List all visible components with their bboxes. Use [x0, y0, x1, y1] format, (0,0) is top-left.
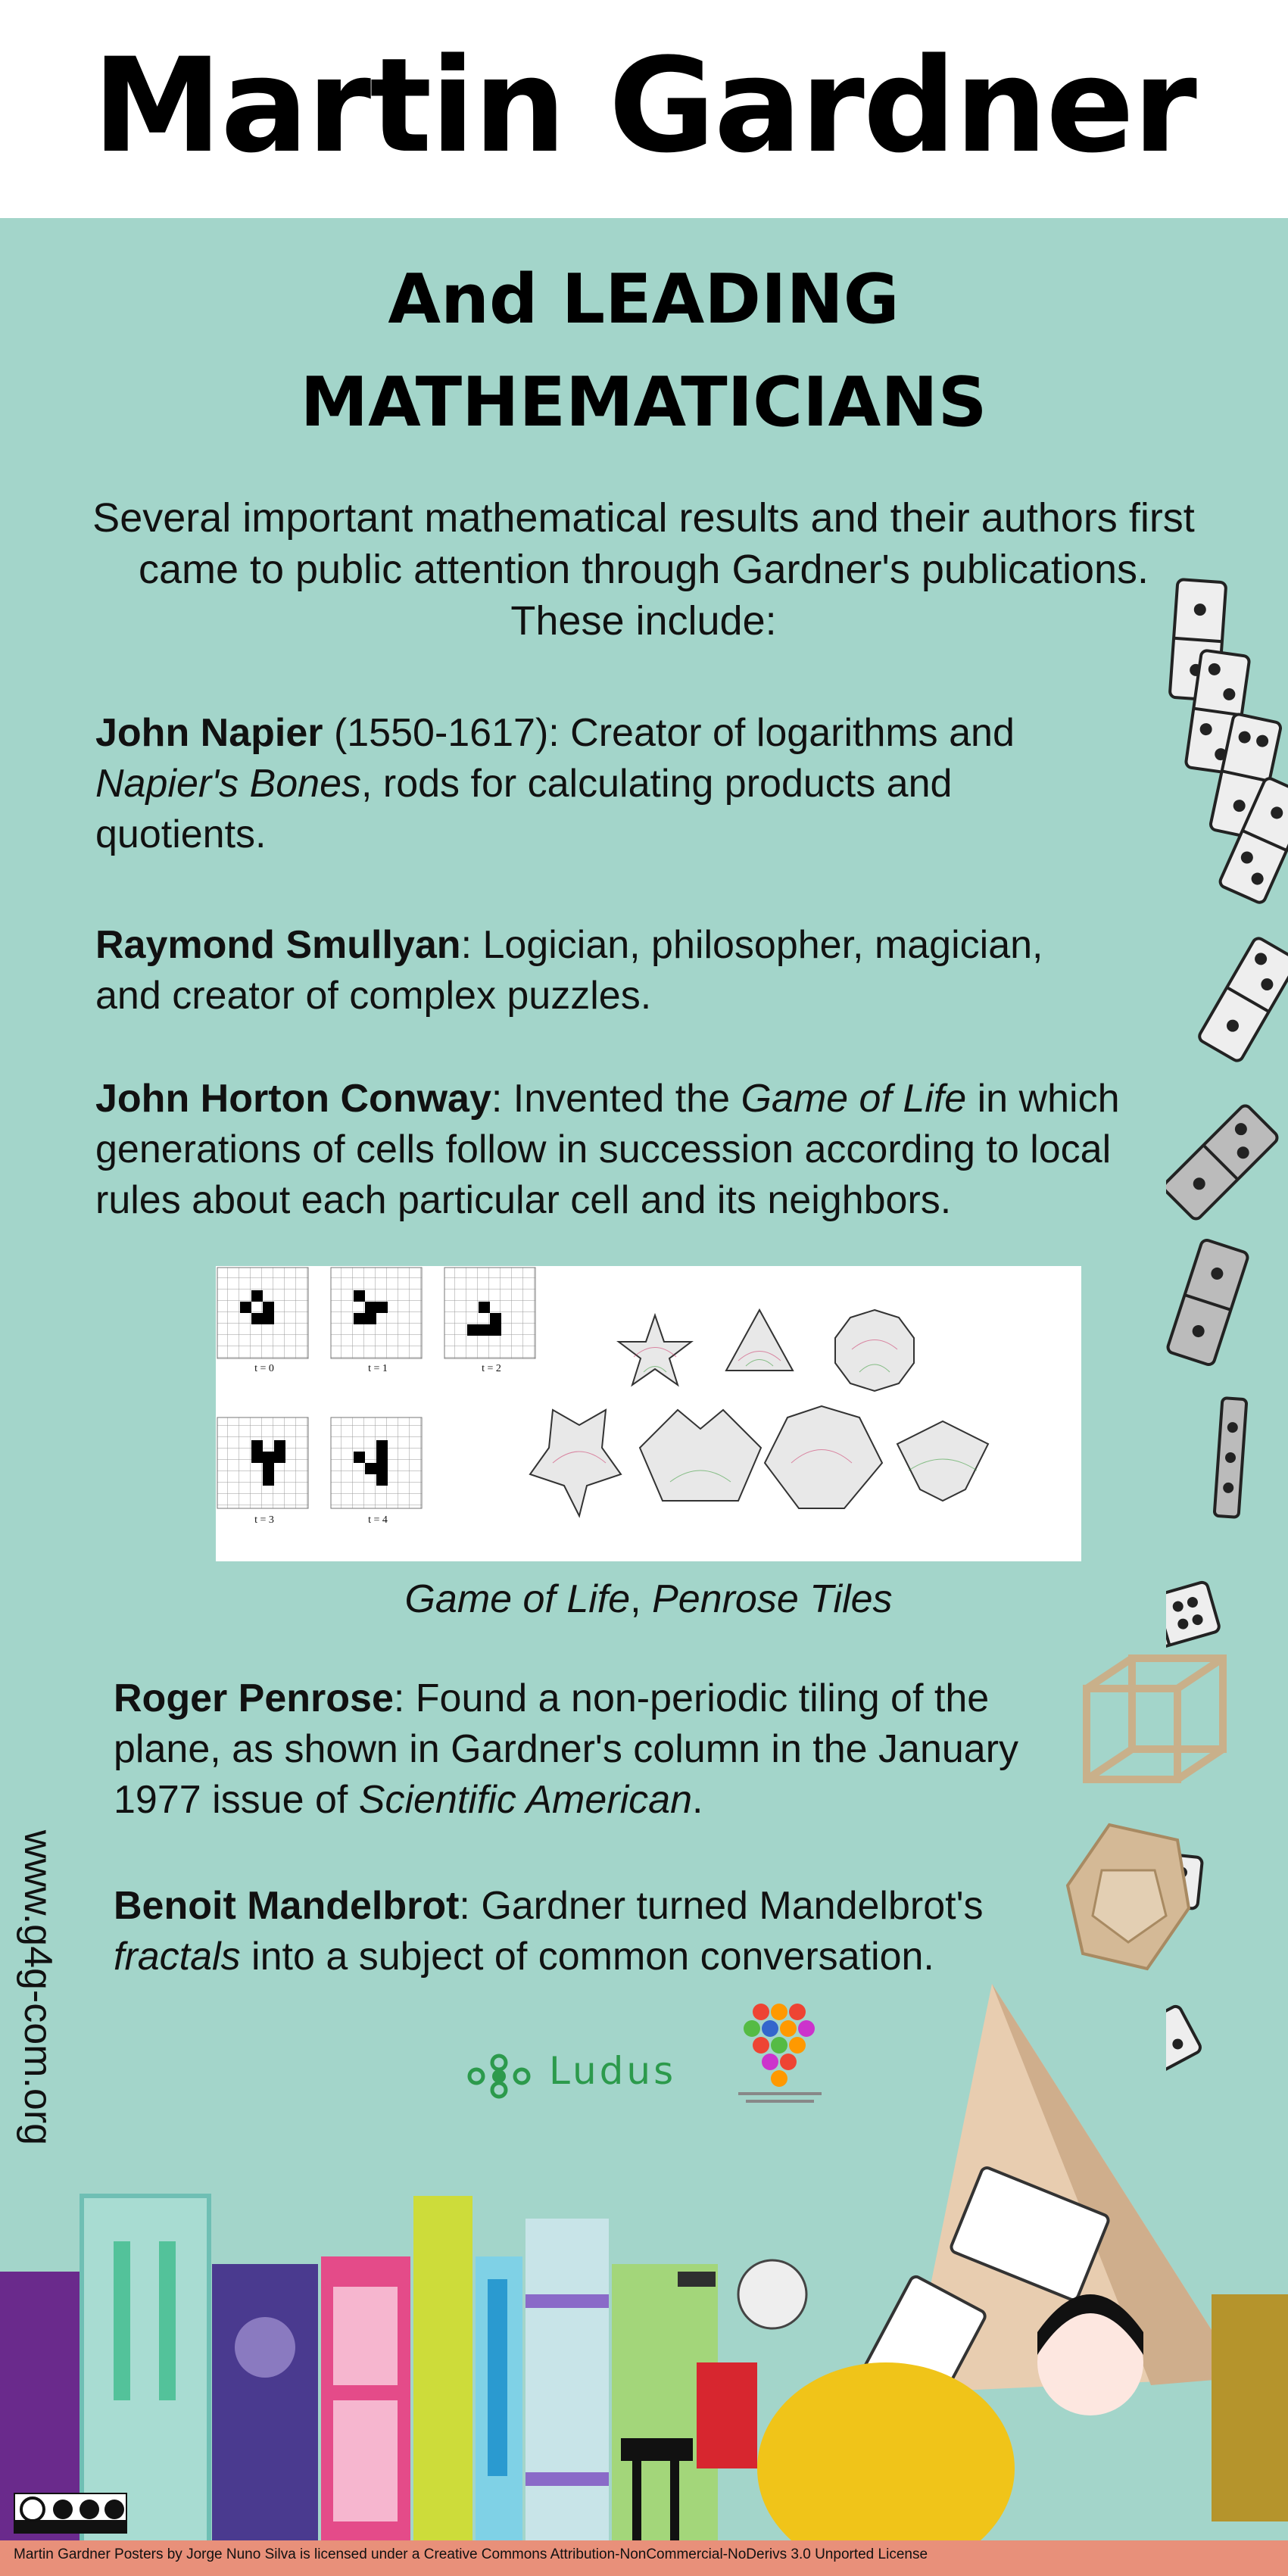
entry-text: : Gardner turned Mandelbrot's	[459, 1884, 984, 1928]
entry-italic: fractals	[114, 1935, 241, 1979]
life-label-t2: t = 2	[482, 1363, 501, 1374]
entry-smullyan	[95, 920, 1102, 1021]
poster-subtitle: And LEADING MATHEMATICIANS	[300, 260, 987, 442]
domino-6	[1166, 1103, 1280, 1221]
caption-life: Game of Life	[404, 1577, 631, 1621]
caption-separator: ,	[630, 1577, 653, 1621]
entry-penrose	[114, 1673, 1053, 1826]
entry-text: : Creator of logarithms and	[548, 711, 1015, 755]
intro-paragraph: Several important mathematical results and their authors first came to public attention through Gardner's publications. These include:	[92, 495, 1195, 644]
creative-commons-badge-icon	[14, 2493, 127, 2534]
penrose-tiles	[530, 1310, 988, 1516]
penrose-star	[619, 1315, 691, 1385]
figure-caption	[216, 1575, 1081, 1623]
penrose-patch-4	[897, 1421, 988, 1501]
penrose-triangle	[726, 1310, 793, 1371]
entry-name: John Napier	[95, 711, 323, 755]
entry-dates: (1550-1617)	[323, 711, 549, 755]
impossible-cube-decoration	[1079, 1651, 1234, 1791]
domino-9	[1166, 1581, 1221, 1660]
polyhedron-decoration	[1064, 1817, 1193, 1984]
penrose-patch-2	[640, 1410, 761, 1501]
domino-5	[1197, 936, 1288, 1062]
life-label-t4: t = 4	[368, 1514, 388, 1526]
entry-text: in which generations of cells follow in succession according to local rules about each particular cell and its neighbors.	[95, 1077, 1120, 1222]
life-grid-t1	[331, 1268, 422, 1358]
entry-mandelbrot	[114, 1881, 1053, 1982]
life-label-t0: t = 0	[254, 1363, 274, 1374]
entry-name: Roger Penrose	[114, 1676, 394, 1720]
life-label-t1: t = 1	[368, 1363, 388, 1374]
life-penrose-figure	[216, 1266, 1081, 1561]
entry-text: , rods for calculating products and quotients.	[95, 762, 953, 856]
life-grid-t3	[217, 1417, 308, 1508]
caption-penrose: Penrose Tiles	[652, 1577, 893, 1621]
domino-8	[1215, 1398, 1247, 1517]
entry-text: : Invented the	[491, 1077, 741, 1121]
entry-italic: Scientific American	[358, 1778, 693, 1822]
penrose-patch-1	[530, 1410, 621, 1516]
penrose-decagon	[835, 1310, 914, 1391]
entry-italic: Game of Life	[741, 1077, 967, 1121]
entry-text: .	[692, 1778, 703, 1822]
entry-conway	[95, 1074, 1155, 1226]
poster-title: Martin Gardner	[92, 30, 1196, 182]
life-grid-t4	[331, 1417, 422, 1508]
entry-text: : Found a non-periodic tiling of the plane, as shown in Gardner's column in the January 1977 issue of	[114, 1676, 1019, 1822]
life-grid-t0	[217, 1268, 308, 1358]
life-label-t3: t = 3	[254, 1514, 274, 1526]
life-grid-t2	[444, 1268, 535, 1358]
penrose-patch-3	[765, 1406, 882, 1508]
entry-italic: Napier's Bones	[95, 762, 361, 806]
license-text: Martin Gardner Posters by Jorge Nuno Silva is licensed under a Creative Commons Attribution-NonCommercial-NoDerivs 3.0 Unported License	[14, 2546, 928, 2562]
bottom-illustration	[0, 1969, 1288, 2576]
entry-text: into a subject of common conversation.	[240, 1935, 934, 1979]
entry-text: : Logician, philosopher, magician, and creator of complex puzzles.	[95, 923, 1043, 1018]
ludus-logo-text: Ludus	[549, 2049, 677, 2093]
domino-7	[1166, 1239, 1249, 1366]
website-url: www.g4g-com.org	[16, 1829, 60, 2146]
entry-name: Raymond Smullyan	[95, 923, 461, 967]
entry-napier	[95, 708, 1102, 860]
entry-name: Benoit Mandelbrot	[114, 1884, 460, 1928]
figure-drawing	[216, 1266, 1081, 1561]
entry-name: John Horton Conway	[95, 1077, 491, 1121]
